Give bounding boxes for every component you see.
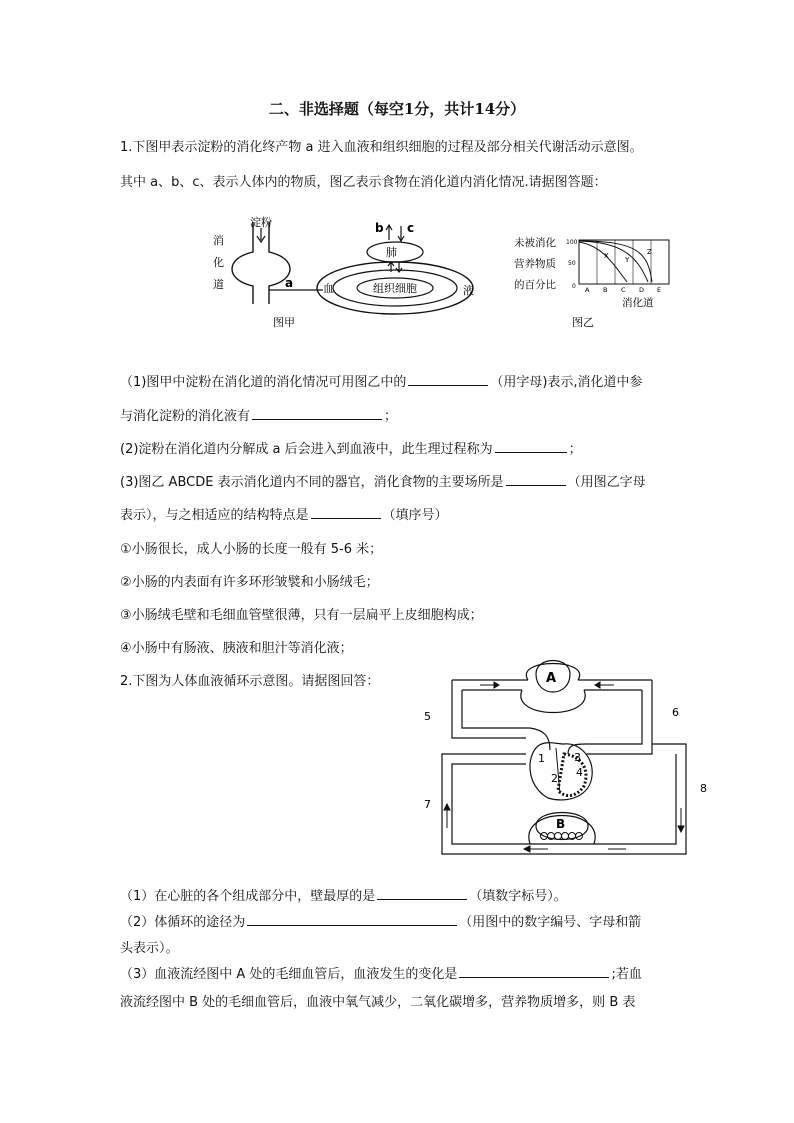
q1-p1-line1 xyxy=(120,371,643,390)
xtick-d: D xyxy=(639,286,645,294)
q1-p1-text-a: （1)图甲中淀粉在消化道的消化情况可用图乙中的 xyxy=(120,375,407,390)
q2-p3-line2: 液流经图中 B 处的毛细血管后，血液中氧气减少，二氧化碳增多，营养物质增多，则 B 表 xyxy=(120,995,636,1010)
q1-p2-text-a: (2)淀粉在消化道内分解成 a 后会进入到血液中，此生理过程称为 xyxy=(120,442,493,457)
label-B: B xyxy=(556,817,566,831)
label-tract-3: 道 xyxy=(213,278,224,291)
caption-jia: 图甲 xyxy=(273,316,295,329)
q1-stem-line2: 其中 a、b、c、表示人体内的物质，图乙表示食物在消化道内消化情况.请据图答题： xyxy=(120,175,607,190)
xtick-c: C xyxy=(621,286,626,294)
ytick-50: 50 xyxy=(568,260,576,267)
label-starch: 淀粉 xyxy=(250,216,272,229)
q1-p1-text-d: ； xyxy=(384,409,398,424)
q2-p1-text-b: （填数字标号）。 xyxy=(469,889,567,904)
q1-p2-text-b: ； xyxy=(568,442,582,457)
figure-circulation xyxy=(418,658,718,862)
xtick-a: A xyxy=(585,286,590,294)
q1-p3-text-a: (3)图乙 ABCDE 表示消化道内不同的器官，消化食物的主要场所是 xyxy=(120,475,504,490)
q1-p1-text-c: 与消化淀粉的消化液有 xyxy=(120,409,251,424)
label-A: A xyxy=(546,671,557,686)
q1-p3-text-d: （填序号） xyxy=(382,508,448,523)
q2-p1-text-a: （1）在心脏的各个组成部分中，壁最厚的是 xyxy=(120,889,376,904)
label-liquid: 液 xyxy=(463,284,474,297)
q2-p2-text-a: （2）体循环的途径为 xyxy=(120,915,246,930)
q2-p1-blank[interactable] xyxy=(377,887,467,900)
q2-p2-line1 xyxy=(120,911,641,930)
label-tract-1: 消 xyxy=(213,234,224,247)
label-tract-2: 化 xyxy=(213,256,224,269)
section-title: 二、非选择题（每空1分，共计14分） xyxy=(268,100,526,118)
xlabel: 消化道 xyxy=(622,297,654,309)
caption-yi: 图乙 xyxy=(572,316,594,329)
q1-p2-blank[interactable] xyxy=(495,440,567,453)
label-a: a xyxy=(285,276,294,290)
label-8: 8 xyxy=(700,782,707,795)
q1-p2-line xyxy=(120,438,582,457)
q1-option-2: ②小肠的内表面有许多环形皱襞和小肠绒毛； xyxy=(120,575,379,590)
q1-p3-line1 xyxy=(120,471,646,490)
q1-p1-blank-1[interactable] xyxy=(408,373,488,386)
curve-y: Y xyxy=(625,256,630,264)
q1-option-1: ①小肠很长，成人小肠的长度一般有 5-6 米； xyxy=(120,542,383,557)
q1-option-3: ③小肠绒毛壁和毛细血管壁很薄，只有一层扁平上皮细胞构成； xyxy=(120,608,483,623)
figure-yi xyxy=(512,232,692,332)
q1-p3-text-c: 表示），与之相适应的结构特点是 xyxy=(120,508,309,523)
label-lung: 肺 xyxy=(386,246,397,259)
q2-p2-blank[interactable] xyxy=(247,913,457,926)
label-1: 1 xyxy=(538,752,545,765)
q2-p1-line xyxy=(120,885,567,904)
q2-p3-text-a: （3）血液流经图中 A 处的毛细血管后，血液发生的变化是 xyxy=(120,967,458,982)
xtick-b: B xyxy=(603,286,608,294)
q2-p3-text-b: ;若血 xyxy=(611,967,642,982)
q1-p1-text-b: （用字母)表示,消化道中参 xyxy=(490,375,643,390)
q1-option-4: ④小肠中有肠液、胰液和胆汁等消化液； xyxy=(120,641,353,656)
ylabel-line-1: 未被消化 xyxy=(514,237,556,249)
q1-stem-line1: 1.下图甲表示淀粉的消化终产物 a 进入血液和组织细胞的过程及部分相关代谢活动示意图。 xyxy=(120,140,643,155)
label-5: 5 xyxy=(424,710,431,723)
ytick-100: 100 xyxy=(566,239,578,246)
label-blood: 血 xyxy=(323,282,334,295)
label-4: 4 xyxy=(576,766,583,779)
q1-p3-text-b: （用图乙字母 xyxy=(567,475,646,490)
label-6: 6 xyxy=(672,706,679,719)
label-cell: 组织细胞 xyxy=(373,282,417,295)
q1-p1-line2 xyxy=(120,405,397,424)
q1-p3-line2 xyxy=(120,504,448,523)
q2-p2-line2: 头表示）。 xyxy=(120,941,179,956)
figure-jia xyxy=(205,210,495,335)
q2-stem: 2.下图为人体血液循环示意图。请据图回答： xyxy=(120,674,380,689)
xtick-e: E xyxy=(657,286,662,294)
q1-p3-blank-2[interactable] xyxy=(311,506,381,519)
q1-p1-blank-2[interactable] xyxy=(252,407,382,420)
label-7: 7 xyxy=(424,798,431,811)
ytick-0: 0 xyxy=(572,283,576,290)
ylabel-line-2: 营养物质 xyxy=(514,258,556,270)
q2-p3-blank[interactable] xyxy=(459,965,609,978)
label-2: 2 xyxy=(551,772,558,785)
label-c: c xyxy=(407,221,415,235)
label-b: b xyxy=(375,221,384,235)
q2-p3-line1 xyxy=(120,963,642,982)
curve-x: X xyxy=(604,252,609,260)
q2-p2-text-b: （用图中的数字编号、字母和箭 xyxy=(459,915,642,930)
curve-z: Z xyxy=(647,248,652,256)
label-3: 3 xyxy=(574,751,581,764)
ylabel-line-3: 的百分比 xyxy=(514,279,556,291)
q1-p3-blank-1[interactable] xyxy=(506,473,566,486)
